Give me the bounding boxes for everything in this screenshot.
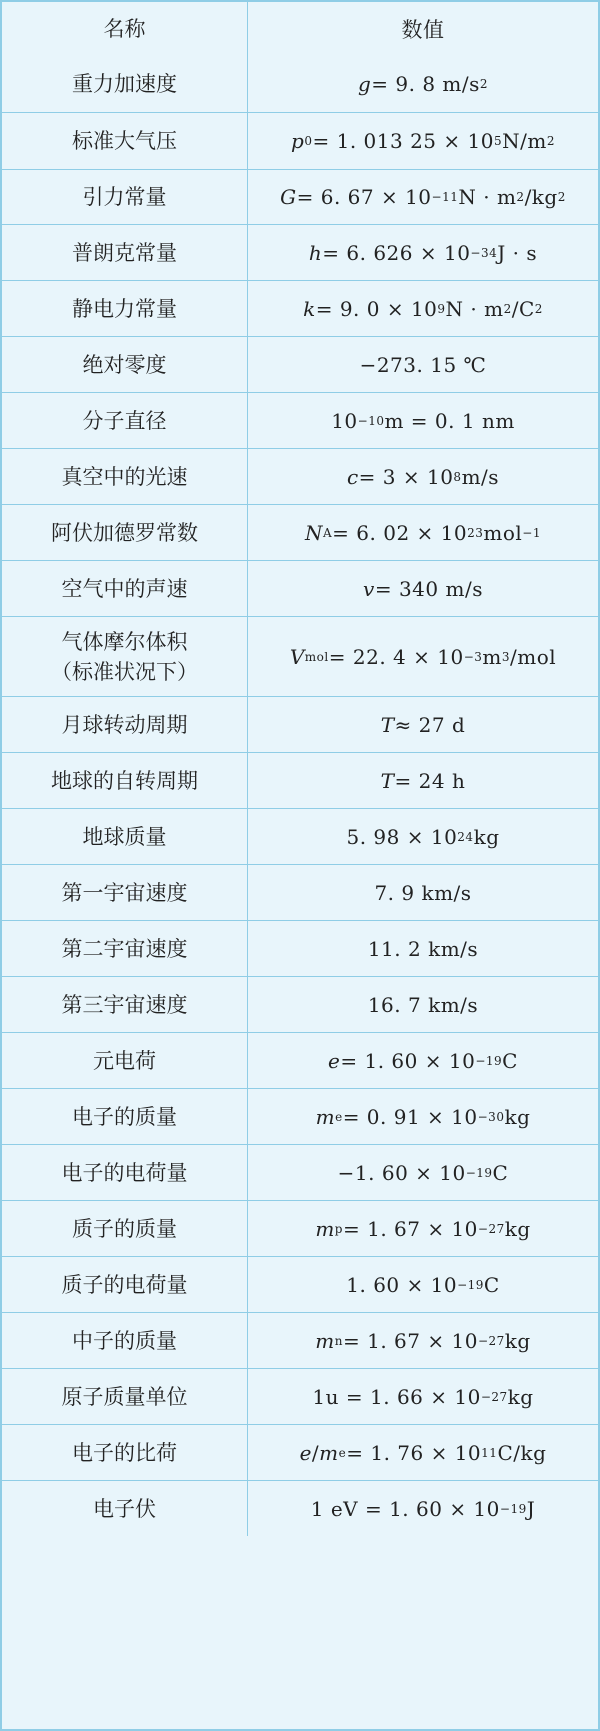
row-value: e / m e = 1. 76 × 10 11 C/kg [299,1440,547,1465]
row-name: 重力加速度 [2,56,248,112]
row-name: 电子的比荷 [2,1425,248,1480]
row-value: 11. 2 km/s [367,936,479,961]
row-value: V mol = 22. 4 × 10 −3 m 3 /mol [289,644,557,669]
table-row [2,280,598,336]
row-name: 地球质量 [2,809,248,864]
table-row [2,616,598,696]
row-value: m n = 1. 67 × 10 −27 kg [315,1328,531,1353]
row-name: 第二宇宙速度 [2,921,248,976]
row-name: 空气中的声速 [2,561,248,616]
row-value: T = 24 h [380,768,466,793]
table-row [2,1088,598,1144]
table-row [2,169,598,224]
row-name: 地球的自转周期 [2,753,248,808]
row-name: 原子质量单位 [2,1369,248,1424]
row-name: 月球转动周期 [2,697,248,752]
row-name: 绝对零度 [2,337,248,392]
table-row [2,920,598,976]
row-value: 1u = 1. 66 × 10 −27 kg [312,1384,534,1409]
table-row [2,976,598,1032]
row-value: 10 −10 m = 0. 1 nm [331,408,515,433]
table-row [2,560,598,616]
row-value: −1. 60 × 10 −19 C [337,1160,509,1185]
row-name: 电子的电荷量 [2,1145,248,1200]
row-name: 阿伏加德罗常数 [2,505,248,560]
table-row [2,112,598,169]
row-name: 普朗克常量 [2,225,248,280]
table-header [2,2,598,56]
row-value: g = 9. 8 m/s 2 [357,72,489,96]
table-row [2,864,598,920]
row-name: 标准大气压 [2,113,248,169]
row-value: 1 eV = 1. 60 × 10 −19 J [310,1496,536,1521]
row-name: 元电荷 [2,1033,248,1088]
table-row [2,1200,598,1256]
table-row [2,336,598,392]
table-row [2,696,598,752]
row-name: 第一宇宙速度 [2,865,248,920]
table-row [2,1312,598,1368]
row-value: k = 9. 0 × 10 9 N · m 2 /C 2 [303,296,543,321]
row-value: p 0 = 1. 013 25 × 10 5 N/m 2 [291,129,555,153]
row-name: 分子直径 [2,393,248,448]
table-row [2,504,598,560]
row-value: v = 340 m/s [363,576,483,601]
row-name: 中子的质量 [2,1313,248,1368]
table-row [2,448,598,504]
header-value: 数值 [401,18,445,42]
row-value: h = 6. 626 × 10 −34 J · s [308,240,538,265]
row-name: 气体摩尔体积 （标准状况下） [2,617,248,696]
row-value: m e = 0. 91 × 10 −30 kg [315,1104,531,1129]
header-name: 名称 [2,2,248,56]
row-value: c = 3 × 10 8 m/s [346,464,500,489]
table-row [2,1144,598,1200]
row-value: 1. 60 × 10 −19 C [346,1272,500,1297]
row-name: 静电力常量 [2,281,248,336]
table-row [2,1424,598,1480]
row-value: T ≈ 27 d [380,712,466,737]
table-row [2,1480,598,1536]
table-row [2,1256,598,1312]
row-value: G = 6. 67 × 10 −11 N · m 2 /kg 2 [280,185,566,209]
row-name: 第三宇宙速度 [2,977,248,1032]
table-row [2,224,598,280]
row-value: N A = 6. 02 × 10 23 mol −1 [305,520,541,545]
table-row [2,808,598,864]
row-name: 质子的质量 [2,1201,248,1256]
table-row [2,752,598,808]
row-value: e = 1. 60 × 10 −19 C [328,1048,518,1073]
row-name: 电子的质量 [2,1089,248,1144]
row-name: 质子的电荷量 [2,1257,248,1312]
row-value: 5. 98 × 10 24 kg [346,824,500,849]
table-row [2,1032,598,1088]
row-name: 电子伏 [2,1481,248,1536]
table-row [2,56,598,112]
table-row [2,1368,598,1424]
table-body [2,56,598,1536]
table-row [2,392,598,448]
row-value: 16. 7 km/s [367,992,479,1017]
row-name: 真空中的光速 [2,449,248,504]
row-value: −273. 15 ℃ [359,352,487,377]
row-name: 引力常量 [2,170,248,224]
row-value: m p = 1. 67 × 10 −27 kg [315,1216,531,1241]
row-value: 7. 9 km/s [374,880,472,905]
